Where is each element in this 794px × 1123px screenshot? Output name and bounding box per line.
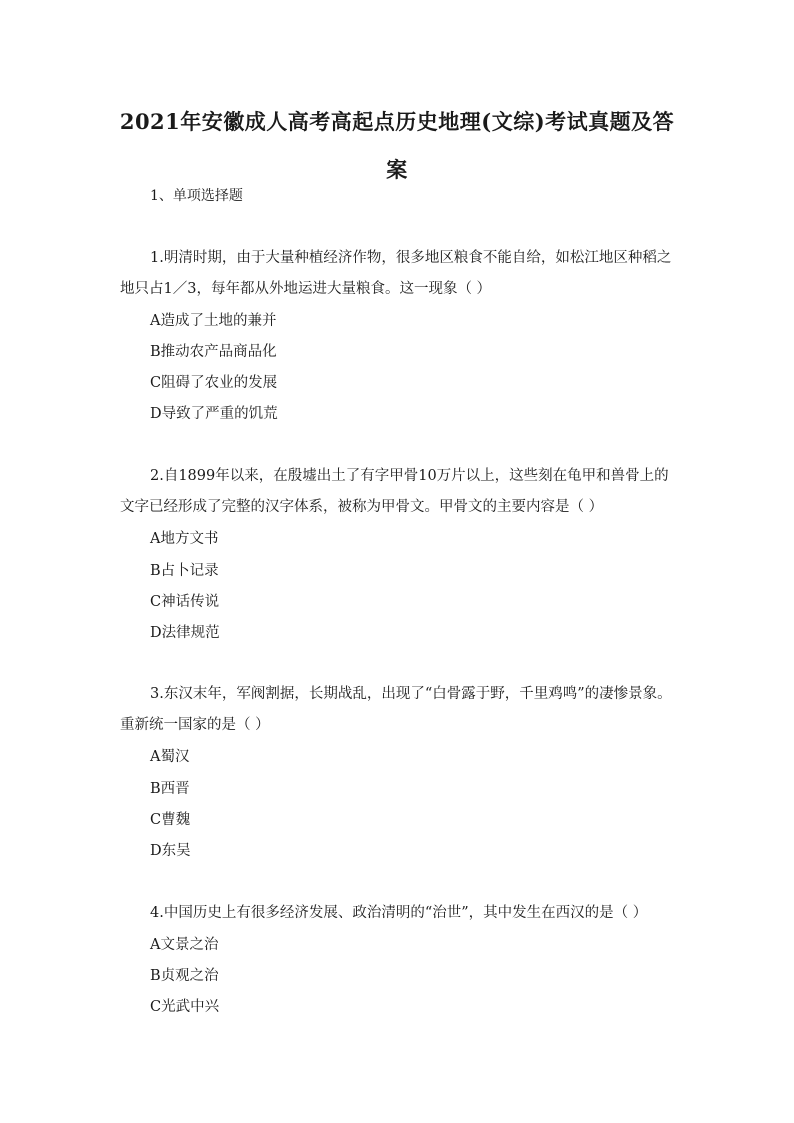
question-3-option-d: D东吴 bbox=[150, 843, 191, 859]
question-3-option-b: B西晋 bbox=[150, 781, 190, 797]
question-2-option-a: A地方文书 bbox=[150, 531, 219, 547]
question-1-option-b: B推动农产品商品化 bbox=[150, 344, 277, 360]
section-heading: 1、单项选择题 bbox=[150, 188, 243, 204]
question-2-option-b: B占卜记录 bbox=[150, 563, 219, 579]
question-1-option-a: A造成了土地的兼并 bbox=[150, 313, 277, 329]
question-3-option-a: A蜀汉 bbox=[150, 749, 190, 765]
question-2-option-c: C神话传说 bbox=[150, 594, 220, 610]
question-3-stem: 3.东汉末年，军阀割据，长期战乱，出现了“白骨露于野，千里鸡鸣”的凄惨景象。重新统一国家的是（ ） bbox=[120, 686, 672, 733]
question-4-stem: 4.中国历史上有很多经济发展、政治清明的“治世”，其中发生在西汉的是（ ） bbox=[150, 905, 648, 921]
question-4-option-c: C光武中兴 bbox=[150, 999, 220, 1015]
question-1-option-c: C阻碍了农业的发展 bbox=[150, 375, 278, 391]
question-2-option-d: D法律规范 bbox=[150, 625, 220, 641]
question-4-option-a: A文景之治 bbox=[150, 937, 219, 953]
question-1-stem: 1.明清时期，由于大量种植经济作物，很多地区粮食不能自给，如松江地区种稻之地只占1／3，每年都从外地运进大量粮食。这一现象（ ） bbox=[120, 250, 672, 297]
question-2-stem: 2.自1899年以来，在殷墟出土了有字甲骨10万片以上，这些刻在龟甲和兽骨上的文字已经形成了完整的汉字体系，被称为甲骨文。甲骨文的主要内容是（ ） bbox=[120, 468, 669, 515]
question-1-option-d: D导致了严重的饥荒 bbox=[150, 406, 278, 422]
question-4-option-b: B贞观之治 bbox=[150, 968, 219, 984]
page-title: 2021年安徽成人高考高起点历史地理(文综)考试真题及答案 bbox=[119, 109, 675, 182]
question-3-option-c: C曹魏 bbox=[150, 812, 191, 828]
